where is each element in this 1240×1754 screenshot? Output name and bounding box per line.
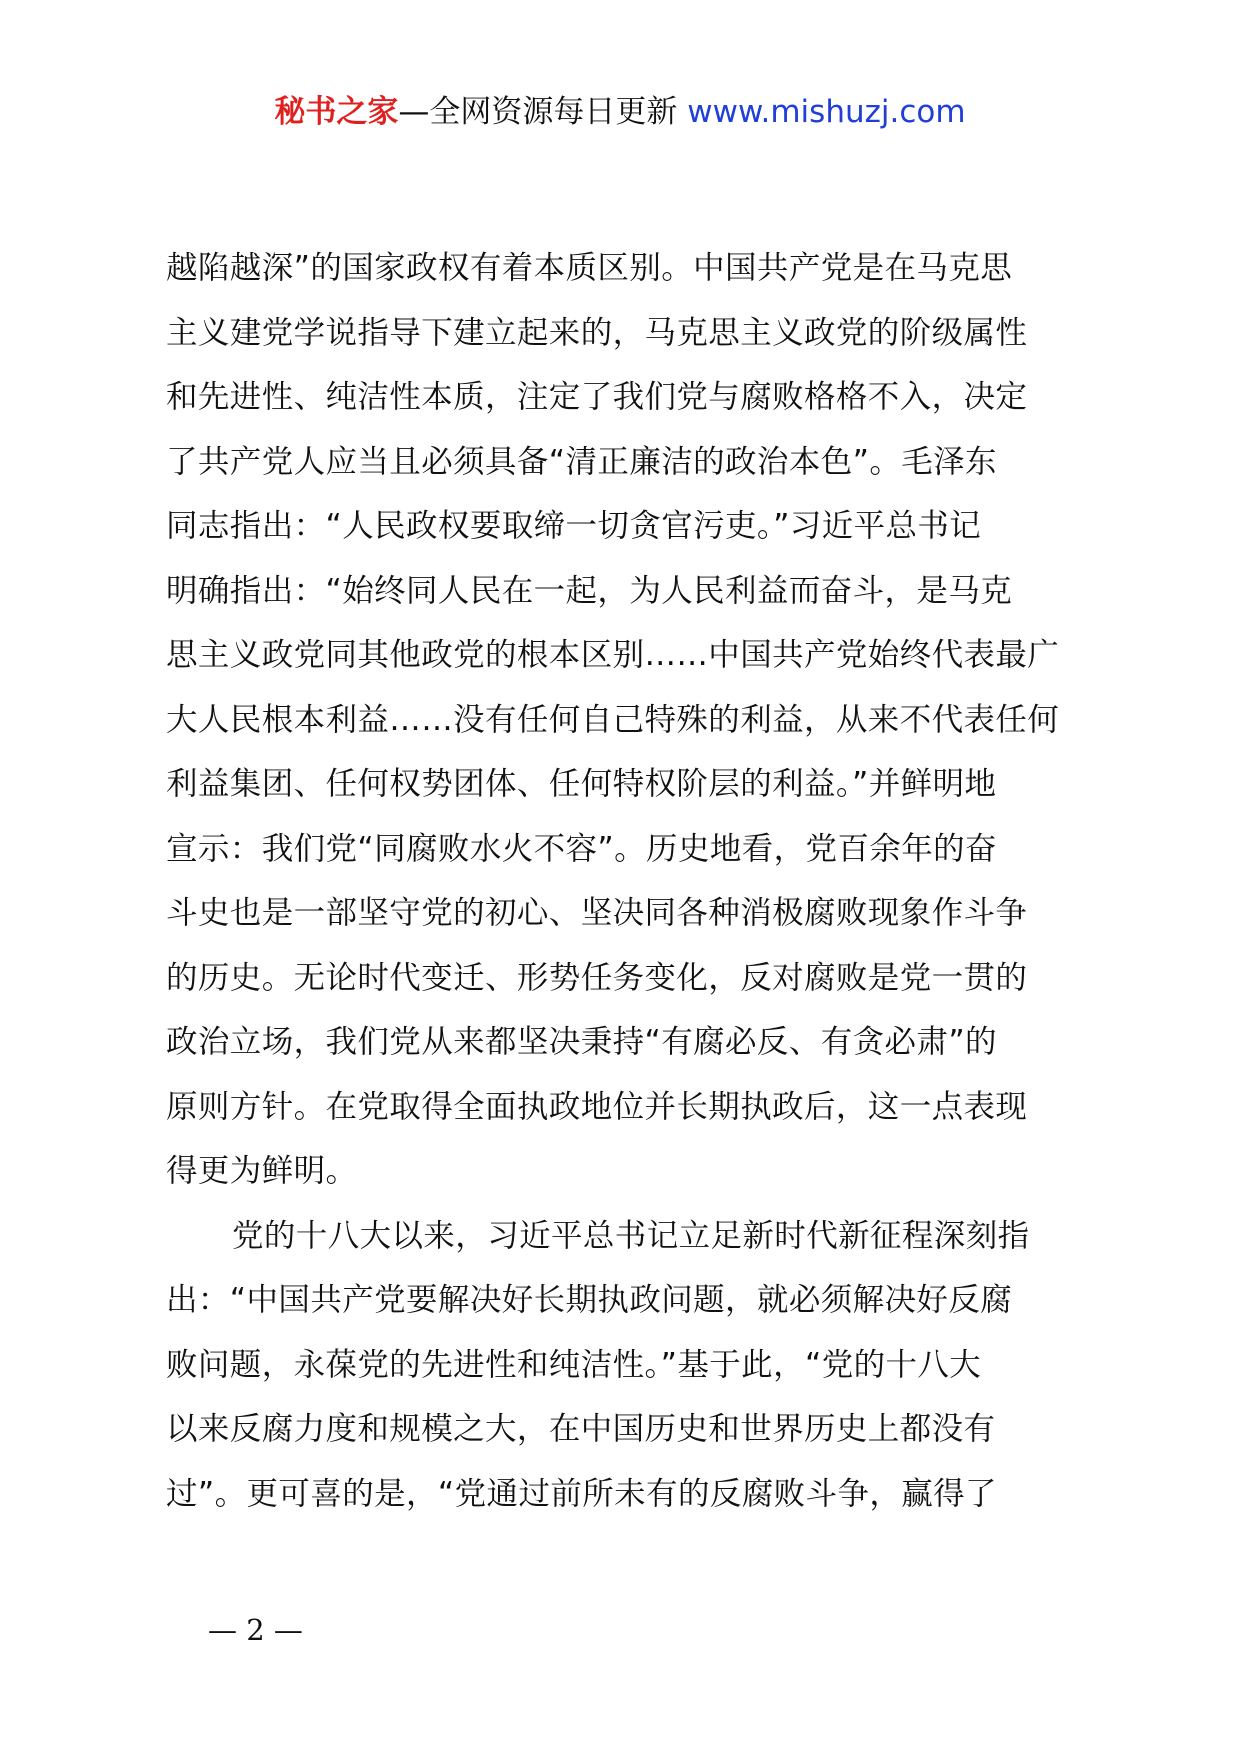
- text-line: 大人民根本利益……没有任何自己特殊的利益，从来不代表任何: [166, 701, 1060, 738]
- text-line: 原则方针。在党取得全面执政地位并长期执政后，这一点表现: [166, 1088, 1028, 1125]
- text-line: 主义建党学说指导下建立起来的，马克思主义政党的阶级属性: [166, 314, 1028, 351]
- text-line: 明确指出：“始终同人民在一起，为人民利益而奋斗，是马克: [166, 572, 1013, 609]
- text-line: 以来反腐力度和规模之大，在中国历史和世界历史上都没有: [166, 1411, 996, 1447]
- text-line: 宣示：我们党“同腐败水火不容”。历史地看，党百余年的奋: [166, 830, 997, 867]
- text-line: 同志指出：“人民政权要取缔一切贪官污吏。”习近平总书记: [166, 508, 982, 544]
- text-line: 政治立场，我们党从来都坚决秉持“有腐必反、有贪必肃”的: [166, 1024, 997, 1060]
- site-header: [0, 92, 1240, 132]
- text-line: 的历史。无论时代变迁、形势任务变化，反对腐败是党一贯的: [166, 959, 1028, 996]
- text-line: 利益集团、任何权势团体、任何特权阶层的利益。”并鲜明地: [166, 766, 997, 802]
- text-line: 过”。更可喜的是，“党通过前所未有的反腐败斗争，赢得了: [166, 1475, 997, 1512]
- paragraph-first-line: 党的十八大以来，习近平总书记立足新时代新征程深刻指: [232, 1217, 1030, 1254]
- document-body: [166, 236, 1081, 1526]
- text-line: 斗史也是一部坚守党的初心、坚决同各种消极腐败现象作斗争: [166, 895, 1028, 931]
- text-line: 出：“中国共产党要解决好长期执政问题，就必须解决好反腐: [166, 1282, 1013, 1318]
- text-line: 了共产党人应当且必须具备“清正廉洁的政治本色”。毛泽东: [166, 443, 997, 480]
- text-line: 越陷越深”的国家政权有着本质区别。中国共产党是在马克思: [166, 250, 1013, 286]
- text-line: 思主义政党同其他政党的根本区别……中国共产党始终代表最广: [166, 637, 1060, 673]
- text-line: 败问题，永葆党的先进性和纯洁性。”基于此，“党的十八大: [166, 1346, 982, 1383]
- page-number: — 2 —: [208, 1613, 303, 1647]
- text-line: 和先进性、纯洁性本质，注定了我们党与腐败格格不入，决定: [166, 379, 1028, 415]
- text-line: 得更为鲜明。: [166, 1153, 358, 1189]
- brand-name: 秘书之家: [274, 94, 399, 130]
- site-url-link[interactable]: www.mishuzj.com: [687, 94, 966, 130]
- header-tagline: —全网资源每日更新: [398, 94, 678, 130]
